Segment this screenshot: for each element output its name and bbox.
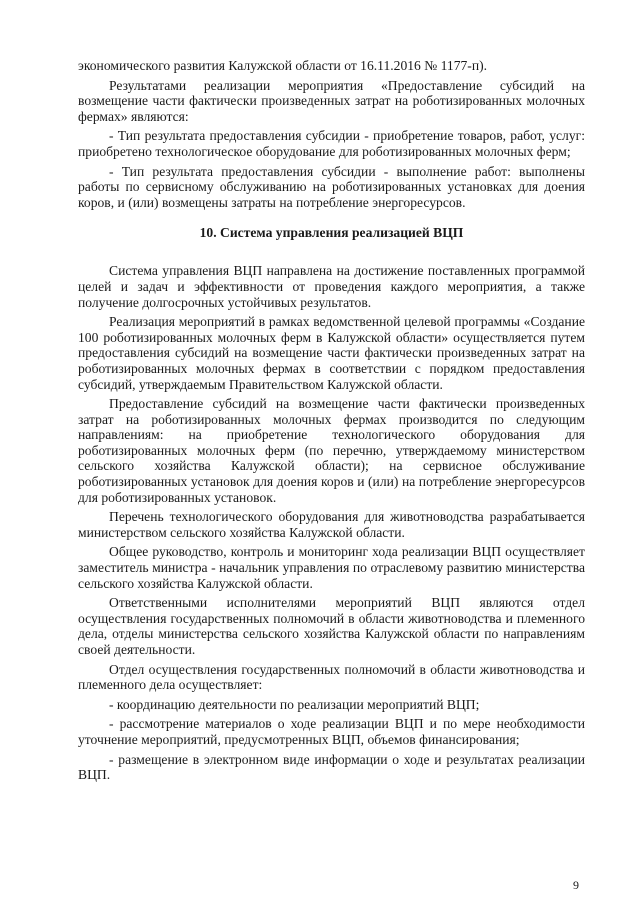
- section-paragraph-2: Реализация мероприятий в рамках ведомственной целевой программы «Создание 100 роботизированных молочных ферм в Калужской области» осуществляется путем предоставления субсидий на возмещение части фактически произведенных затрат на роботизированных молочных фермах в соответствии с порядком предоставления субсидий, утверждаемым Правительством Калужской области.: [78, 314, 585, 392]
- intro-paragraph-4: - Тип результата предоставления субсидии - выполнение работ: выполнены работы по сервисному обслуживанию на роботизированных установках для доения коров, и (или) возмещены затраты на потребление энергоресурсов.: [78, 163, 585, 210]
- page-content: [78, 58, 585, 787]
- intro-paragraph-1: экономического развития Калужской области от 16.11.2016 № 1177-п).: [78, 58, 488, 73]
- section-list-item-1: - координацию деятельности по реализации мероприятий ВЦП;: [109, 696, 480, 712]
- section-title: 10. Система управления реализацией ВЦП: [199, 225, 464, 241]
- section-paragraph-4: Перечень технологического оборудования для животноводства разрабатывается министерством сельского хозяйства Калужской области.: [78, 509, 585, 540]
- section-paragraph-3: Предоставление субсидий на возмещение части фактически произведенных затрат на роботизированных молочных фермах производится по следующим направлениям: на приобретение технологического оборудования для роботизированных молочных ферм (по перечню, утверждаемому министерством сельского хозяйства Калужской области); на сервисное обслуживание роботизированных установок для доения коров и (или) на потребление энергоресурсов для роботизированных установок.: [78, 396, 585, 505]
- intro-paragraph-2: Результатами реализации мероприятия «Предоставление субсидий на возмещение части фактически произведенных затрат на роботизированных молочных фермах» являются:: [78, 77, 585, 124]
- section-paragraph-1: Система управления ВЦП направлена на достижение поставленных программой целей и задач и эффективности от проведения каждого мероприятия, а также получение долгосрочных устойчивых результатов.: [78, 263, 585, 310]
- section-paragraph-5: Общее руководство, контроль и мониторинг хода реализации ВЦП осуществляет заместитель министра - начальник управления по отраслевому развитию министерства сельского хозяйства Калужской области.: [78, 544, 585, 591]
- page-number: 9: [573, 878, 579, 892]
- section-list-item-3: - размещение в электронном виде информации о ходе и результатах реализации ВЦП.: [78, 751, 585, 783]
- section-paragraph-6: Ответственными исполнителями мероприятий ВЦП являются отдел осуществления государственных полномочий в области животноводства и племенного дела, отделы министерства сельского хозяйства Калужской области по направлениям своей деятельности.: [78, 595, 585, 657]
- section-paragraph-7: Отдел осуществления государственных полномочий в области животноводства и племенного дела осуществляет:: [78, 661, 585, 693]
- section-list-item-2: - рассмотрение материалов о ходе реализации ВЦП и по мере необходимости уточнение мероприятий, предусмотренных ВЦП, объемов финансирования;: [78, 716, 585, 747]
- intro-paragraph-3: - Тип результата предоставления субсидии - приобретение товаров, работ, услуг: приобретено технологическое оборудование для роботизированных молочных ферм;: [78, 128, 585, 159]
